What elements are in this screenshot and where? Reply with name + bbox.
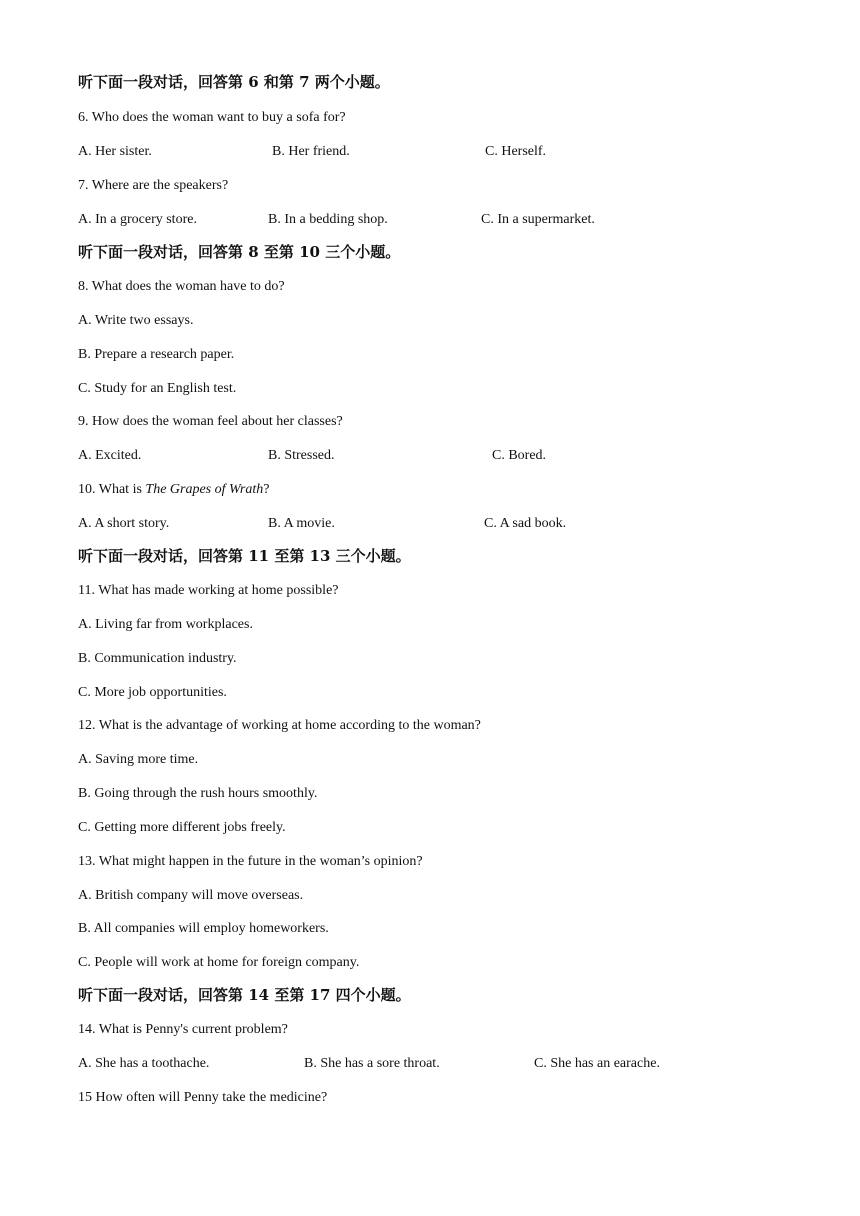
option-b: B. Communication industry.: [78, 651, 237, 666]
option-c: C. Herself.: [485, 144, 547, 159]
stem-suffix: ?: [263, 482, 270, 497]
stem-prefix: 10. What is: [78, 482, 146, 497]
option-c: C. More job opportunities.: [78, 685, 227, 700]
option-a: A. Living far from workplaces.: [78, 617, 253, 632]
question-stem: 13. What might happen in the future in the woman’s opinion?: [78, 854, 423, 869]
question-stem: 12. What is the advantage of working at home according to the woman?: [78, 718, 481, 733]
option-c: C. Getting more different jobs freely.: [78, 820, 286, 835]
option-b: B. In a bedding shop.: [268, 212, 388, 227]
section-heading: 听下面一段对话，回答第 6 和第 7 两个小题。: [78, 73, 390, 91]
question-stem: 11. What has made working at home possible?: [78, 583, 339, 598]
option-c: C. A sad book.: [484, 516, 567, 531]
question-stem: 8. What does the woman have to do?: [78, 279, 285, 294]
option-a: A. Saving more time.: [78, 752, 199, 767]
option-b: B. Her friend.: [272, 144, 350, 159]
section-heading: 听下面一段对话，回答第 11 至第 13 三个小题。: [78, 547, 411, 565]
question-stem: [78, 481, 269, 499]
option-b: B. Going through the rush hours smoothly.: [78, 786, 318, 801]
option-a: A. A short story.: [78, 516, 170, 531]
option-a: A. British company will move overseas.: [78, 888, 304, 903]
option-b: B. Prepare a research paper.: [78, 347, 235, 362]
option-a: A. Excited.: [78, 448, 142, 463]
option-a: A. Write two essays.: [78, 313, 194, 328]
question-stem: 9. How does the woman feel about her classes?: [78, 414, 343, 429]
section-heading: 听下面一段对话，回答第 14 至第 17 四个小题。: [78, 986, 411, 1004]
option-c: C. In a supermarket.: [481, 212, 595, 227]
option-a: A. Her sister.: [78, 144, 152, 159]
question-stem: 6. Who does the woman want to buy a sofa for?: [78, 110, 346, 125]
question-stem: 7. Where are the speakers?: [78, 178, 229, 193]
option-b: B. All companies will employ homeworkers.: [78, 921, 329, 936]
option-b: B. A movie.: [268, 516, 335, 531]
option-c: C. People will work at home for foreign company.: [78, 955, 360, 970]
option-c: C. Study for an English test.: [78, 381, 237, 396]
question-stem: 14. What is Penny's current problem?: [78, 1022, 288, 1037]
option-a: A. In a grocery store.: [78, 212, 197, 227]
option-a: A. She has a toothache.: [78, 1056, 210, 1071]
option-c: C. Bored.: [492, 448, 547, 463]
question-stem: 15 How often will Penny take the medicine?: [78, 1090, 328, 1105]
option-b: B. She has a sore throat.: [304, 1056, 440, 1071]
option-c: C. She has an earache.: [534, 1056, 660, 1071]
section-heading: 听下面一段对话，回答第 8 至第 10 三个小题。: [78, 243, 401, 261]
book-title: The Grapes of Wrath: [145, 482, 264, 497]
option-b: B. Stressed.: [268, 448, 335, 463]
